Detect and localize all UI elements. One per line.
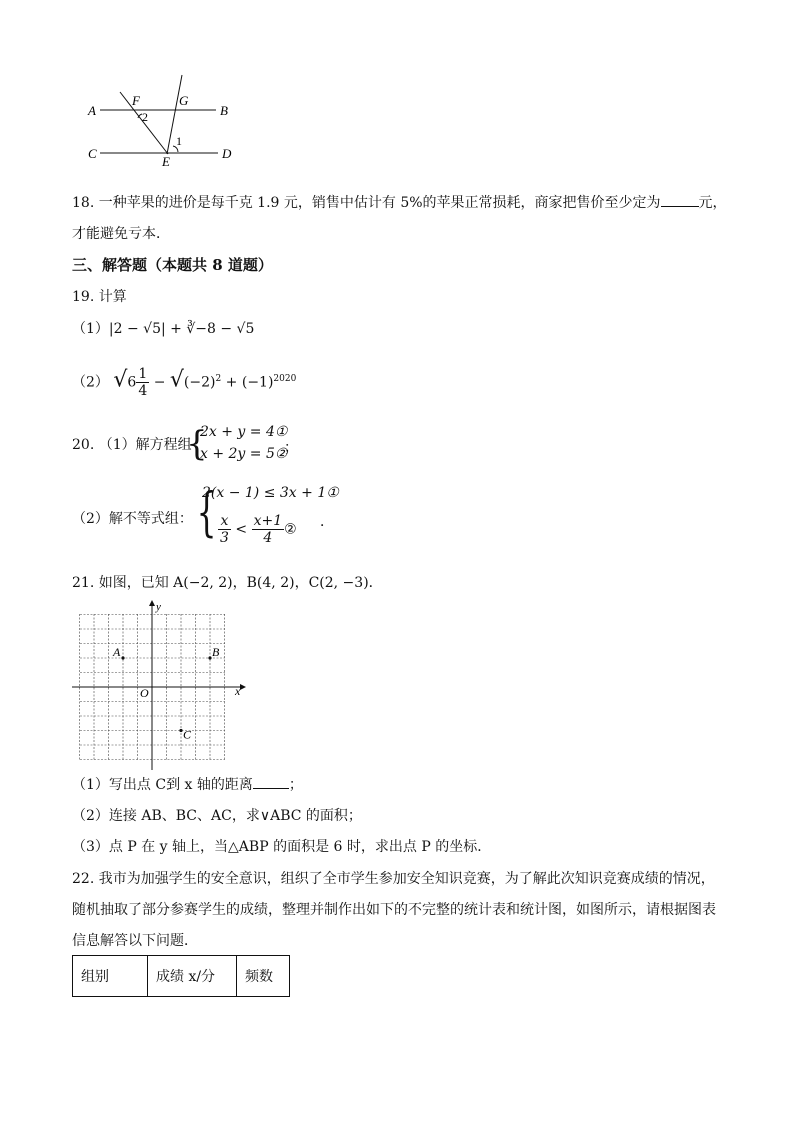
q20-ineq2: [218, 513, 297, 546]
q19-p2-int: 6: [127, 374, 137, 391]
label-A: A: [88, 103, 96, 118]
q22-line3: 信息解答以下问题．: [72, 933, 198, 949]
q19-p2-tail: + (−1): [225, 374, 274, 391]
label-C: C: [88, 146, 97, 161]
q20-ineq2-mark: ②: [284, 521, 297, 538]
label-F: F: [132, 93, 140, 108]
table-header-group: 组别: [73, 956, 148, 997]
q19-p2-base: (−2): [183, 374, 216, 391]
table-header-score: 成绩 x/分: [148, 956, 237, 997]
q19-p2-exponent: 2020: [273, 373, 297, 384]
q21-p1-blank[interactable]: [253, 774, 289, 789]
sqrt-icon: √: [169, 367, 184, 393]
q20-part1: [72, 434, 192, 456]
label-D: D: [222, 146, 232, 161]
sqrt-icon: √: [113, 367, 128, 393]
question-18-line2: 才能避免亏本．: [72, 226, 170, 242]
score-table: [72, 955, 290, 997]
q20-eq2: x + 2y = 5②: [200, 446, 288, 462]
q20-ineq2-rnum: x+1: [253, 513, 283, 529]
brace-icon: {: [186, 424, 208, 464]
point-A: [121, 656, 124, 659]
q20-ineq2-rden: 4: [263, 530, 273, 546]
q19-part1: [72, 318, 254, 340]
q21-intro: 21. 如图，已知 A(−2, 2)，B(4, 2)，C(2, −3)．: [72, 575, 383, 591]
q20-ineq1: 2(x − 1) ≤ 3x + 1①: [202, 485, 339, 501]
q21-p1-text: （1）写出点 C到 x 轴的距离: [72, 777, 253, 793]
q21-p1-end: ；: [288, 777, 303, 793]
label-angle2: 2: [142, 110, 148, 124]
q20-ineq2-lnum: x: [218, 513, 231, 530]
q21-part2: （2）连接 AB、BC、AC，求∨ABC 的面积；: [72, 808, 362, 824]
y-axis-label: y: [156, 601, 161, 613]
question-18: [72, 192, 727, 214]
q22-line1: 22. 我市为加强学生的安全意识，组织了全市学生参加安全知识竞赛，为了解此次知识竞赛成绩的情况，: [72, 871, 715, 887]
q19-p1-expression: |2 − √5| + ∛−8 − √5: [108, 321, 255, 337]
q18-blank[interactable]: [661, 192, 699, 207]
q20-eq1: 2x + y = 4①: [200, 424, 288, 440]
q18-unit: 元，: [698, 195, 727, 211]
q20-p2-label: （2）解不等式组：: [72, 511, 193, 527]
grid-points: [112, 645, 220, 742]
point-label-B: B: [212, 645, 220, 659]
coordinate-grid: [72, 600, 247, 770]
q20-ineq2-lden: 3: [220, 530, 229, 546]
q19-part2: （2） √6 $\frac{1}{4}$ − $√(-2)^2 + (-1)^{2020}$: [72, 366, 297, 399]
q21-part1: [72, 774, 303, 796]
q18-text: 18. 一种苹果的进价是每千克 1.9 元，销售中估计有 5%的苹果正常损耗，商家把售价至少定为: [72, 195, 661, 211]
origin-label: O: [140, 686, 149, 700]
q19-p2-square: 2: [215, 373, 222, 384]
q19-p2-den: 4: [138, 383, 148, 399]
q20-p1-label: 20. （1）解方程组: [72, 437, 192, 453]
table-row: [73, 956, 290, 997]
label-angle1: 1: [176, 134, 182, 148]
section-title: 三、解答题（本题共 8 道题）: [72, 256, 273, 274]
q19-p2-label: （2）: [72, 374, 109, 391]
question-19-title: 19. 计算: [72, 289, 127, 305]
q22-line2: 随机抽取了部分参赛学生的成绩，整理并制作出如下的不完整的统计表和统计图，如图所示，请根据图表: [72, 902, 716, 918]
point-label-A: A: [113, 645, 121, 659]
brace-icon: {: [196, 483, 217, 543]
x-axis-label: x: [235, 684, 241, 698]
table-header-frequency: 频数: [237, 956, 290, 997]
geometry-figure: [80, 70, 250, 170]
q19-p1-label: （1）: [72, 321, 109, 337]
label-B: B: [220, 103, 228, 118]
q20-p1-end: ；: [284, 440, 298, 456]
x-axis-arrow-icon: [240, 684, 246, 690]
q20-ineq2-op: <: [235, 521, 248, 538]
point-label-C: C: [183, 727, 192, 742]
label-E: E: [162, 154, 170, 169]
q19-p2-num: 1: [138, 366, 148, 382]
q20-part2: [72, 508, 193, 530]
q21-part3: （3）点 P 在 y 轴上，当△ABP 的面积是 6 时，求出点 P 的坐标．: [72, 839, 492, 855]
label-G: G: [179, 93, 189, 108]
y-axis-arrow-icon: [149, 600, 155, 606]
q20-p2-end: ．: [320, 514, 334, 530]
